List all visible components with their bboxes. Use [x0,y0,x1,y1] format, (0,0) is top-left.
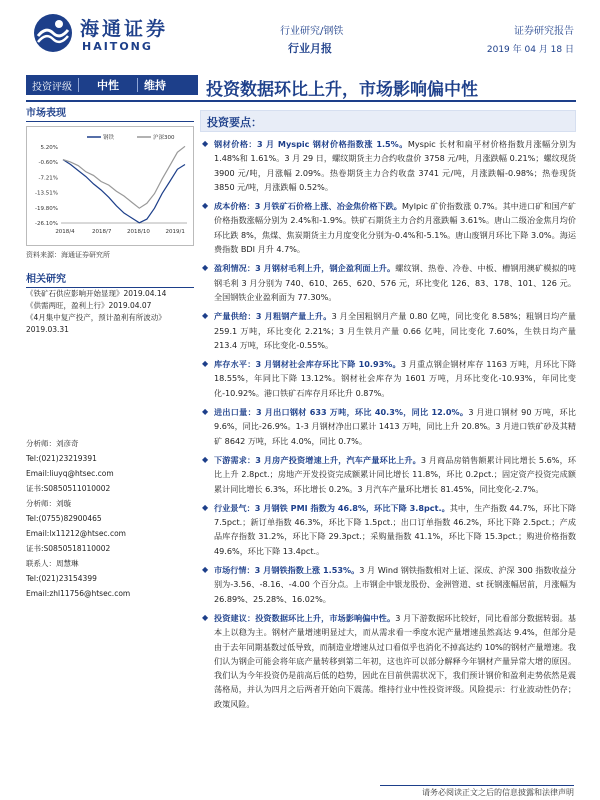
key-points-list [200,137,576,711]
logo-chinese-text: 海通证券 [80,18,169,40]
related-item[interactable]: 《铁矿石供应影响开始显现》2019.04.14 [26,289,167,298]
market-chart [26,126,194,246]
key-point-lead: 钢材价格：3 月 Myspic 钢材价格指数涨 1.5%。 [214,139,408,149]
main-content [200,110,576,800]
key-point-text: Myspic 长材和扁平材价格指数月涨幅分别为 1.48%和 1.61%。3 月 29 日，螺纹期货主力合约收盘价 3758 元/吨，月涨跌幅 0.21%；螺纹现货 3900 元/吨，月涨幅 2.09%。热卷期货主力合约收盘 3741 元/吨，月涨跌幅-0.98%；热卷现货 3850 元/吨，月涨跌幅 0.52%。 [214,139,576,192]
key-point [200,309,576,352]
key-point [200,357,576,400]
report-type: 行业月报 [288,42,332,55]
legend-label: 钢铁 [103,135,115,141]
haitong-logo-icon [32,12,74,54]
related-list [26,288,194,336]
key-point-text: 3 月 Wind 钢铁指数相对上证、深成、沪深 300 指数收益分别为-3.56、-8.16、-4.00 个百分点。上市钢企中银龙股份、金洲管道、st 抚钢涨幅居前，月涨幅为 26.89%、25.28%、16.02%。 [214,565,576,604]
key-point [200,611,576,711]
x-tick-label: 2018/4 [55,229,75,235]
key-point-lead: 投资建议：投资数据环比上升，市场影响偏中性。 [214,612,396,623]
key-point-text: 螺纹钢、热卷、冷卷、中板、槽钢用澳矿模拟的吨钢毛利 3 月分别为 740、610、265、620、576 元，环比变化 126、83、178、101、126 元。全国钢铁企业盈利面为 77.30%。 [214,263,576,302]
y-tick-label: -0.60% [38,160,58,167]
analyst-line: Tel:(021)23154399 [26,574,97,583]
analyst-contacts [26,436,194,601]
key-point-text: 3 月重点钢企钢材库存 1163 万吨，月环比下降 18.55%，年同比下降 13.12%。钢材社会库存为 1601 万吨，月环比变化-10.93%，年同比变化-10.92%。港口铁矿石库存月环比升 0.87%。 [214,359,577,398]
key-point [200,501,576,558]
related-research [26,270,194,336]
x-tick-label: 2018/7 [92,229,112,235]
market-chart-svg [27,127,193,245]
haitong-logo [32,10,182,60]
key-point [200,261,576,304]
key-point-text: 3 月进口钢材 90 万吨，环比 9.6%，同比-26.9%。1-3 月钢材净出口累计 1413 万吨，同比上升 20.8%。3 月进口铁矿砂及其精矿 8642 万吨，环比 4.0%，同比 0.7%。 [214,407,576,446]
related-item[interactable]: 《4月集中复产投产，预计盈利有所波动》2019.03.31 [26,313,166,334]
chart-source: 资料来源：海通证券研究所 [26,251,110,259]
title-divider [26,100,576,102]
key-point [200,453,576,496]
analyst-line: Email:lx11212@htsec.com [26,529,126,538]
analyst-line: Email:zhl11756@htsec.com [26,589,131,598]
key-point-text: 3 月全国粗钢月产量 0.80 亿吨，同比变化 8.58%；粗钢日均产量 259.1 万吨，环比变化 2.21%；3 月生铁月产量 0.66 亿吨，同比变化 7.60%，生铁日均产量 213.4 万吨，环比变化-0.55%。 [214,311,576,350]
key-points-heading: 投资要点： [200,110,576,132]
analyst-line: 分析师：刘璇 [26,499,71,508]
market-heading: 市场表现 [26,104,194,122]
key-point-lead: 盈利情况：3 月钢材毛利上升，钢企盈利面上升。 [214,263,396,274]
analyst-line: Tel:(0755)82900465 [26,514,102,523]
related-heading: 相关研究 [26,270,194,288]
rating-value: 中性 [97,79,119,92]
footer-disclaimer: 请务必阅读正文之后的信息披露和法律声明 [422,788,574,797]
footer-divider [380,785,574,786]
page-title: 投资数据环比上升，市场影响偏中性 [206,80,478,100]
key-point [200,199,576,256]
rating-label: 投资评级 [32,81,72,93]
key-point-text: 3 月下游数据环比较好，同比看部分数据转弱。基本上以稳为主。钢材产量增速明显过大，而从需求看一季度水泥产量增速虽然高达 9.4%，但部分是由于去年同期基数过低导致，而制造业增速从过口看似乎也消化不掉高达约 10%的钢材产量增速。我们认为钢企可能会将年底产量转移到第二年初，这也许可以部分解释今年钢材产量异常大增的原因。我们认为今年投资仍是前高后低的趋势，因此在目前供需状况下，我们预计钢价和盈利走势依然是震荡格局，并认为四月之后两者开始向下震荡。维持行业中性投资评级。风险提示：行业波动性仍存；政策风险。 [214,612,576,709]
report-date: 2019 年 04 月 18 日 [486,45,574,55]
key-point [200,563,576,606]
analyst-line: Email:liuyq@htsec.com [26,469,114,478]
legend-label: 沪深300 [153,135,175,141]
analyst-line: 联系人：周慧琳 [26,559,79,568]
report-label: 证券研究报告 [514,26,574,37]
analyst-line: 证书:S0850511010002 [26,484,111,493]
rating-box [26,75,198,95]
key-point-text: Mylpic 矿价指数涨 0.7%。其中进口矿和国产矿价格指数涨幅分别为 2.4%和-1.9%。铁矿石期货主力合约月涨跌幅 3.61%。唐山二级冶金焦月均价环比跌 8%，焦煤、焦炭期货主力月度变化分别为-0.4%和-5.1%。唐山废钢月环比下降 3.0%。海运费指数 BDI 月升 4.7%。 [214,201,576,255]
page-header [0,0,600,66]
sidebar [26,104,194,336]
series-line-1 [63,146,185,208]
key-point-text: 3 月商品房销售额累计同比增长 5.6%，环比上升 2.8pct.；房地产开发投资完成额累计同比增长 11.8%，环比 0.2pct.；固定资产投资完成额累计同比增长 6.3%，环比增长 0.2%。3 月汽车产量环比增长 81.45%，同比变化-2.7%。 [214,454,577,494]
x-tick-label: 2018/10 [127,229,150,235]
related-item[interactable]: 《供需两旺，盈利上行》2019.04.07 [26,301,152,310]
title-bar [26,75,576,100]
key-point-lead: 库存水平：3 月钢材社会库存环比下降 10.93%。 [214,359,401,370]
key-point [200,405,576,448]
key-point-lead: 下游需求：3 月房产投资增速上升，汽车产量环比上升。 [214,454,421,465]
x-tick-label: 2019/1 [165,229,185,235]
key-point-lead: 产量供给：3 月粗钢产量上升。 [214,311,332,322]
key-point-lead: 成本价格：3 月铁矿石价格上涨、冶金焦价格下跌。 [214,201,402,212]
y-tick-label: -19.80% [35,205,58,212]
key-point-text: 其中，生产指数 44.7%，环比下降 7.5pct.；新订单指数 46.3%，环比下降 1.5pct.；出口订单指数 46.2%，环比下降 2.5pct.；产成品库存指数 31.2%，环比下降 29.3pct.；采购量指数 41.1%，环比下降 15.3pct.；购进价格指数 49.6%，环比下降 13.4pct.。 [214,502,576,556]
key-point-lead: 进出口量：3 月出口钢材 633 万吨，环比 40.3%，同比 12.0%。 [214,407,469,418]
logo-english-text: HAITONG [82,40,153,53]
y-tick-label: -13.51% [35,190,58,197]
report-category: 行业研究/钢铁 [280,26,344,37]
key-point-lead: 市场行情：3 月钢铁指数上涨 1.53%。 [214,565,360,576]
key-point-lead: 行业景气：3 月钢铁 PMI 指数为 46.8%，环比下降 3.8pct.。 [214,502,450,513]
y-tick-label: 5.20% [40,145,58,151]
y-tick-label: -26.10% [35,221,58,227]
y-tick-label: -7.21% [38,175,58,182]
analyst-line: Tel:(021)23219391 [26,454,97,463]
rating-action: 维持 [144,79,166,92]
series-line-0 [63,160,185,223]
analyst-line: 分析师：刘彦奇 [26,439,79,448]
analyst-line: 证书:S0850518110002 [26,544,111,553]
key-point [200,137,576,194]
